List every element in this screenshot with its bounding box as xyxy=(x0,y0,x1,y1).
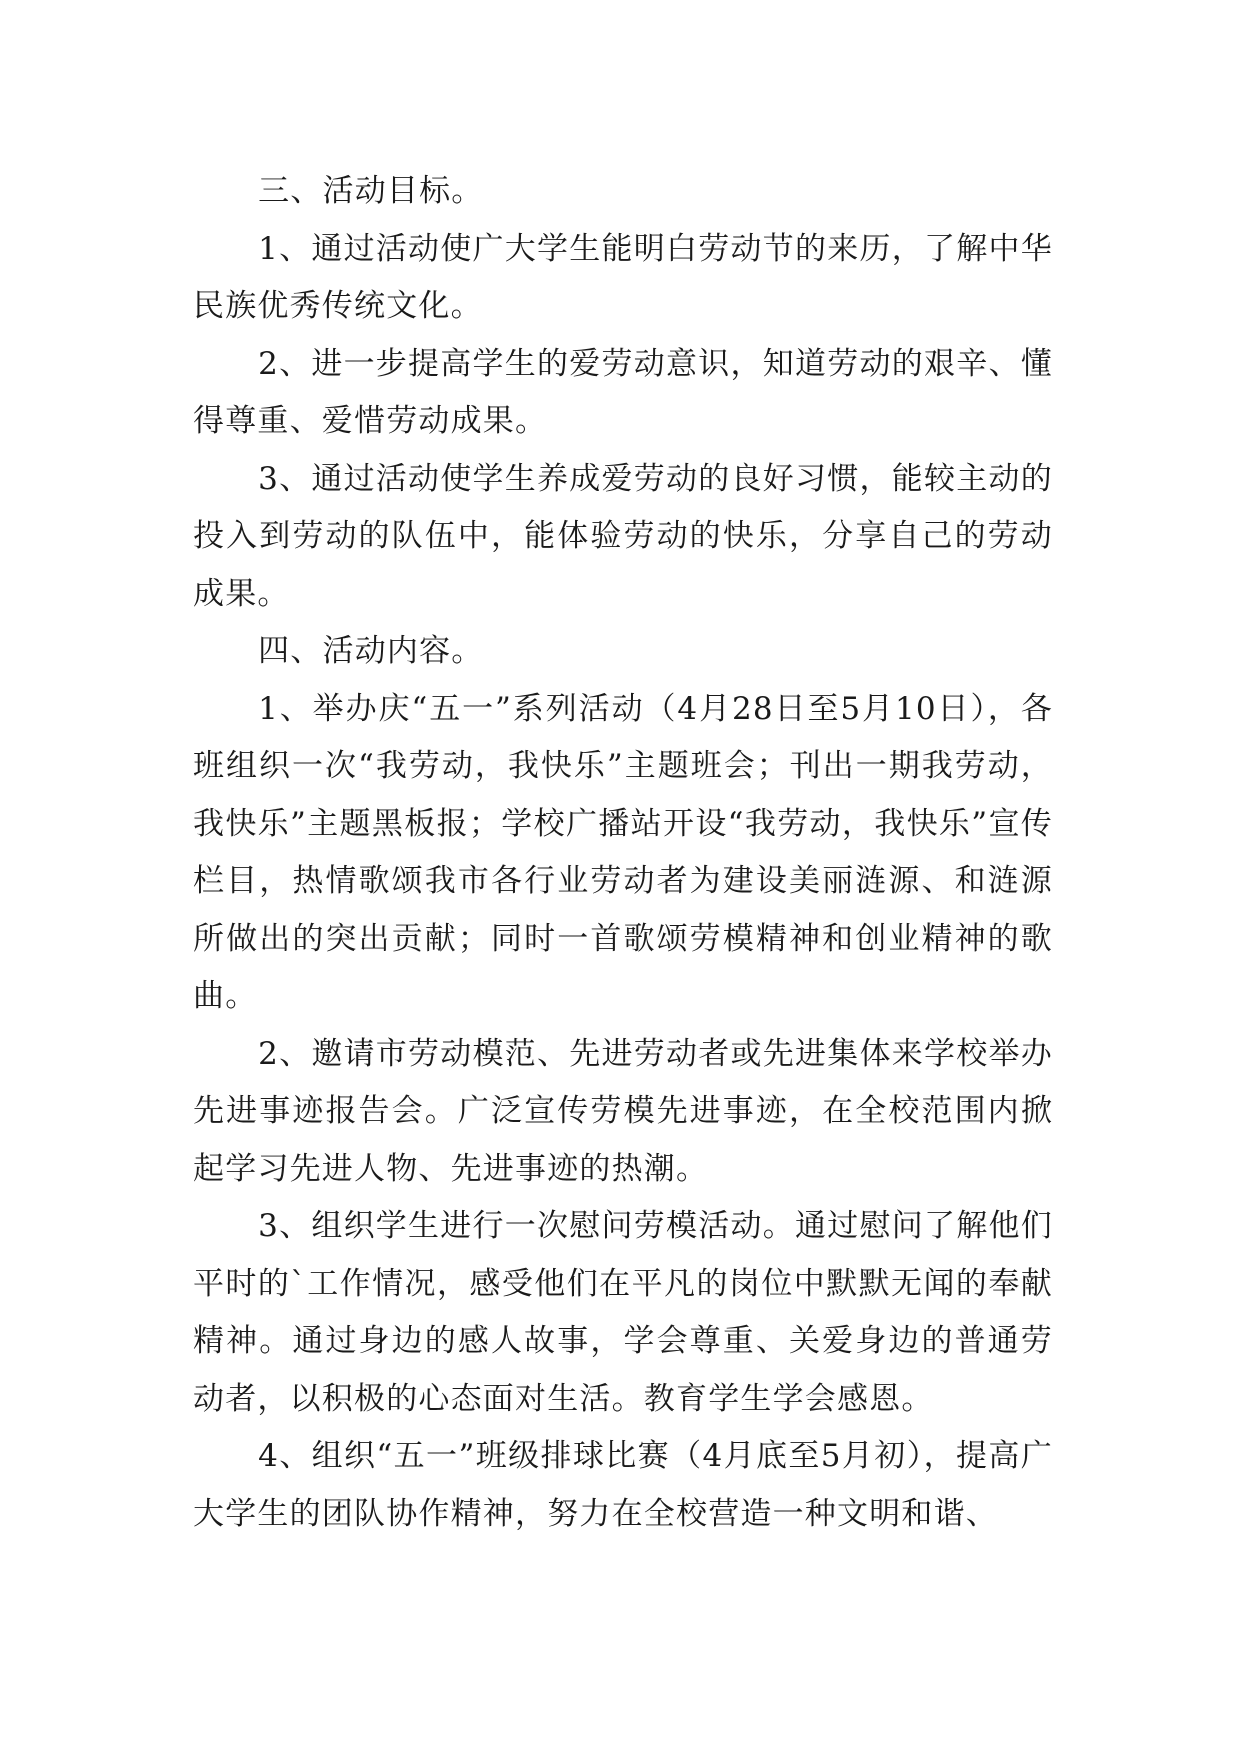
document-body xyxy=(193,163,1053,1543)
content-item-1: 1、举办庆“五一”系列活动（4月28日至5月10日），各班组织一次“我劳动，我快乐”主题班会；刊出一期我劳动，我快乐”主题黑板报；学校广播站开设“我劳动，我快乐”宣传栏目，热情歌颂我市各行业劳动者为建设美丽涟源、和涟源所做出的突出贡献；同时一首歌颂劳模精神和创业精神的歌曲。 xyxy=(193,690,1053,1014)
content-item-3: 3、组织学生进行一次慰问劳模活动。通过慰问了解他们平时的`工作情况，感受他们在平凡的岗位中默默无闻的奉献精神。通过身边的感人故事，学会尊重、关爱身边的普通劳动者，以积极的心态面对生活。教育学生学会感恩。 xyxy=(193,1208,1053,1417)
content-item-2: 2、邀请市劳动模范、先进劳动者或先进集体来学校举办先进事迹报告会。广泛宣传劳模先进事迹，在全校范围内掀起学习先进人物、先进事迹的热潮。 xyxy=(193,1035,1053,1187)
section-heading-goals: 三、活动目标。 xyxy=(258,173,484,209)
goal-item-2: 2、进一步提高学生的爱劳动意识，知道劳动的艰辛、懂得尊重、爱惜劳动成果。 xyxy=(193,345,1053,439)
goal-item-1: 1、通过活动使广大学生能明白劳动节的来历，了解中华民族优秀传统文化。 xyxy=(193,230,1053,324)
content-item-4: 4、组织“五一”班级排球比赛（4月底至5月初），提高广大学生的团队协作精神，努力在全校营造一种文明和谐、 xyxy=(193,1438,1053,1532)
section-heading-content: 四、活动内容。 xyxy=(258,633,484,669)
goal-item-3: 3、通过活动使学生养成爱劳动的良好习惯，能较主动的投入到劳动的队伍中，能体验劳动的快乐，分享自己的劳动成果。 xyxy=(193,460,1053,612)
